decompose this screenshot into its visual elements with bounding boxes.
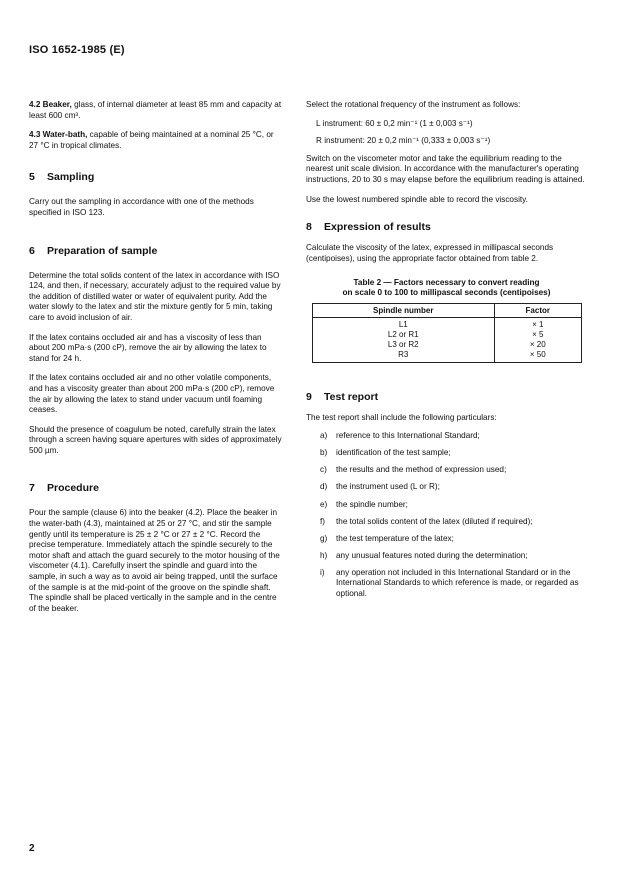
list-item-letter: f) [320, 516, 326, 526]
list-item-text: any operation not included in this International Standard or in the International Standards to which reference is made, or regarded as optional. [336, 567, 579, 599]
rotational-frequency-intro: Select the rotational frequency of the instrument as follows: [306, 100, 521, 109]
factor-value: × 20 [529, 339, 546, 349]
list-item-letter: i) [320, 567, 325, 577]
list-item-letter: c) [320, 465, 327, 475]
section-9-title: Test report [324, 390, 379, 403]
list-item-text: the total solids content of the latex (diluted if required); [336, 516, 533, 526]
section-5-title: Sampling [47, 171, 95, 184]
section-8-paragraph: Calculate the viscosity of the latex, expressed in millipascal seconds (centipoises), using the appropriate factor obtained from table 2. [306, 243, 554, 263]
lowest-spindle-paragraph: Use the lowest numbered spindle able to record the viscosity. [306, 194, 528, 204]
spindle-value: L3 or R2 [387, 339, 419, 349]
list-item [306, 534, 587, 545]
particulars-list [306, 431, 587, 600]
factor-value: × 1 [532, 320, 544, 330]
section-6-paragraph-2: If the latex contains occluded air and has a viscosity of less than about 200 mPa·s (200 cP), remove the air by allowing the latex to stand for 24 h. [29, 332, 267, 363]
list-item [306, 431, 587, 442]
section-8-number: 8 [306, 221, 312, 234]
table-2-caption-line-1: Table 2 — Factors necessary to convert reading [353, 278, 540, 288]
list-item [306, 448, 587, 459]
table-2 [312, 303, 582, 362]
clause-4-3-heading: 4.3 Water-bath, [29, 130, 88, 140]
spindle-value: L1 [398, 320, 408, 330]
section-6-paragraph-3: If the latex contains occluded air and no other volatile components, and has a viscosity greater than about 200 mPa·s (200 cP), remove the air by allowing the latex to stand under vacuum until foaming ceases. [29, 373, 275, 415]
factor-header: Factor [494, 304, 581, 318]
spindle-value: L2 or R1 [387, 330, 419, 340]
r-instrument-setting: R instrument: 20 ± 0,2 min⁻¹ (0,333 ± 0,003 s⁻¹) [316, 136, 491, 146]
list-item [306, 465, 587, 476]
list-item-letter: b) [320, 448, 328, 458]
list-item-letter: e) [320, 499, 328, 509]
list-item-letter: d) [320, 482, 328, 492]
right-column [306, 100, 587, 606]
section-8-heading [306, 221, 587, 233]
section-6-title: Preparation of sample [47, 244, 158, 257]
factor-value: × 5 [532, 330, 544, 340]
list-item-text: any unusual features noted during the determination; [336, 550, 528, 560]
section-9-number: 9 [306, 390, 312, 403]
clause-4-3-text: capable of being maintained at a nominal 25 °C, or 27 °C in tropical climates. [29, 130, 274, 150]
section-5-heading [29, 171, 282, 183]
list-item-text: the results and the method of expression used; [336, 465, 507, 475]
section-6-paragraph-4: Should the presence of coagulum be noted, carefully strain the latex through a screen having square apertures with sides of approximately 500 µm. [29, 424, 282, 455]
list-item-text: identification of the test sample; [336, 448, 451, 458]
clause-4-2-heading: 4.2 Beaker, [29, 100, 72, 109]
table-2-caption-line-2: on scale 0 to 100 to millipascal seconds (centipoises) [342, 288, 551, 298]
section-7-paragraph: Pour the sample (clause 6) into the beaker (4.2). Place the beaker in the water-bath (4.3), maintained at 25 or 27 °C, and stir the sample gently until its temperature is 25 ± 2 °C or 27 ± 2 °C. Record the precise temperature. Immediately attach the spindle securely to the motor shaft and attach the guard securely to the motor housing of the viscometer (4.1). Carefully insert the spindle and guard into the sample, in such a way as to avoid air being trapped, until the surface of the sample is at the mid-point of the groove on the spindle shaft. The spindle shall be placed vertically in the sample and in the centre of the beaker. [29, 508, 280, 613]
section-9-heading [306, 391, 587, 403]
list-item-text: the spindle number; [336, 499, 408, 509]
section-5-paragraph: Carry out the sampling in accordance with one of the methods specified in ISO 123. [29, 197, 254, 217]
list-item-letter: a) [320, 431, 328, 441]
spindle-number-header: Spindle number [313, 304, 495, 318]
table-header-row [313, 304, 582, 318]
list-item-text: the instrument used (L or R); [336, 482, 440, 492]
section-6-paragraph-1: Determine the total solids content of the latex in accordance with ISO 124, and then, if necessary, accurately adjust to the required value by the addition of distilled water or water of equivalent purity. Add the water slowly to the latex and stir the mixture gently for 5 min, taking care to avoid inclusion of air. [29, 270, 281, 322]
list-item [306, 551, 587, 562]
section-9-paragraph: The test report shall include the following particulars: [306, 412, 497, 422]
page-number: 2 [29, 843, 35, 854]
factor-value: × 50 [529, 349, 546, 359]
section-7-title: Procedure [47, 482, 99, 495]
section-7-number: 7 [29, 482, 35, 495]
factor-cell [494, 318, 581, 362]
list-item-text: the test temperature of the latex; [336, 533, 454, 543]
l-instrument-setting: L instrument: 60 ± 0,2 min⁻¹ (1 ± 0,003 s⁻¹) [316, 118, 473, 128]
spindle-cell [313, 318, 495, 362]
table-row [313, 318, 582, 362]
list-item [306, 568, 587, 600]
switch-on-paragraph: Switch on the viscometer motor and take the equilibrium reading to the nearest unit scale division. In accordance with the manufacturer's operating instructions, 20 to 30 s may elapse before the equilibrium reading is attained. [306, 153, 585, 184]
section-5-number: 5 [29, 171, 35, 184]
clause-4-2-text: glass, of internal diameter at least 85 mm and capacity at least 600 cm³. [29, 100, 282, 120]
list-item-letter: h) [320, 550, 328, 560]
section-6-number: 6 [29, 244, 35, 257]
section-7-heading [29, 482, 282, 494]
section-8-title: Expression of results [324, 221, 431, 234]
clause-4-3 [29, 130, 282, 151]
list-item-text: reference to this International Standard; [336, 431, 480, 441]
left-column [29, 100, 282, 614]
list-item [306, 500, 587, 511]
list-item [306, 482, 587, 493]
section-6-heading [29, 245, 282, 257]
list-item-letter: g) [320, 533, 328, 543]
instrument-settings [316, 119, 587, 147]
spindle-value: R3 [398, 349, 409, 359]
table-2-caption [306, 278, 587, 298]
list-item [306, 517, 587, 528]
clause-4-2 [29, 100, 282, 121]
page-header: ISO 1652-1985 (E) [29, 44, 125, 56]
